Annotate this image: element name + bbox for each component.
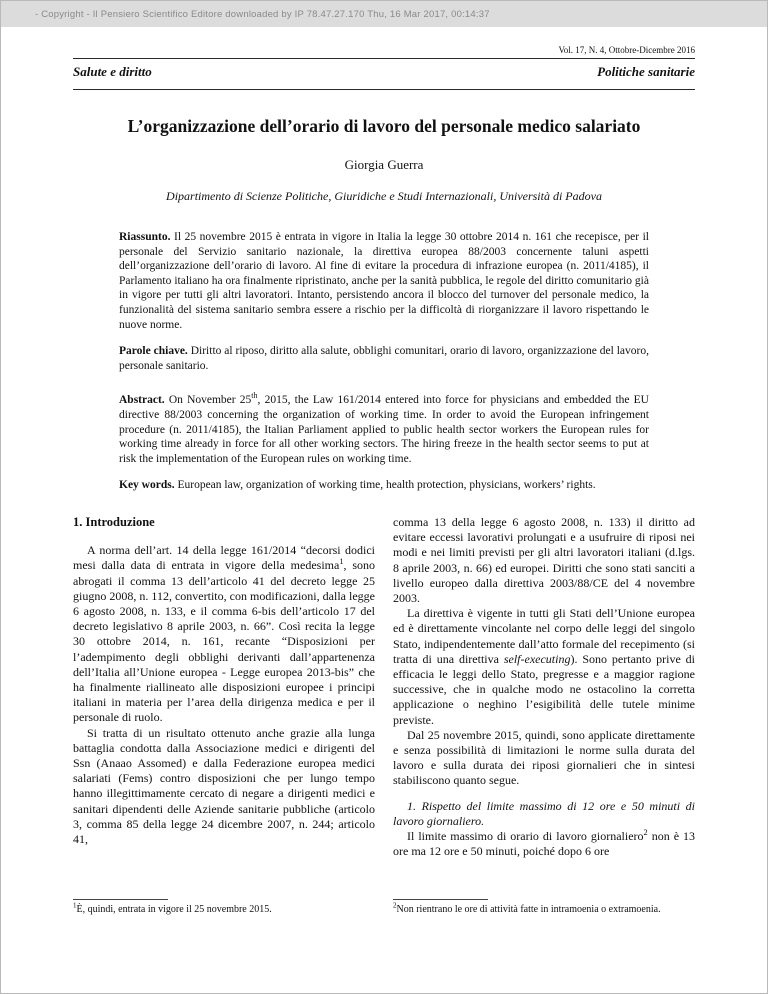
left-column	[73, 515, 375, 917]
italic-term: self-executing	[503, 651, 571, 666]
footnote-ref-1: 1	[339, 557, 344, 567]
riassunto-label: Riassunto.	[119, 231, 171, 243]
journal-masthead	[73, 45, 695, 90]
abstract-block	[119, 230, 649, 493]
subsection-heading: 1. Rispetto del limite massimo di 12 ore e 50 minuti di lavoro giornaliero.	[393, 798, 695, 828]
footnote-1-number: 1	[73, 902, 77, 911]
parole-chiave-label: Parole chiave.	[119, 345, 188, 358]
paragraph-text: ). Sono pertanto prive di efficacia le leggi dello Stato, pregresse e a maggior ragione successive, che in qualche modo ne ostacolino la corretta applicazione o neghino l’esigibilità delle tutele minime previste.	[393, 651, 695, 727]
footnote-separator-rule	[393, 899, 488, 900]
right-footnote-block	[393, 891, 695, 917]
volume-issue-info: Vol. 17, N. 4, Ottobre-Dicembre 2016	[558, 45, 695, 55]
article-author: Giorgia Guerra	[344, 157, 424, 172]
paragraph-text: A norma dell’art. 14 della legge 161/2014 “decorsi dodici mesi dalla data di entrata in vigore della medesima	[73, 543, 375, 573]
article-title: L’organizzazione dell’orario di lavoro del personale medico salariato	[127, 116, 641, 136]
footnote-2-number: 2	[393, 902, 397, 911]
body-paragraph	[393, 829, 695, 859]
left-footnote-block	[73, 891, 375, 917]
two-column-body	[73, 515, 695, 917]
keywords-label: Key words.	[119, 479, 175, 492]
body-paragraph: comma 13 della legge 6 agosto 2008, n. 133) il diritto ad evitare eccessi lavorativi prolungati e a usufruire di riposi nei modi e nei limiti previsti per gli altri lavoratori italiani (d.lgs. 8 aprile 2003, n. 66) ed europei. Diritti che sono stati sanciti a livello europeo dalla direttiva 2003/88/CE del 4 novembre 2003.	[393, 514, 695, 605]
section-heading-introduzione: 1. Introduzione	[73, 514, 155, 529]
paragraph-text: La direttiva è vigente in tutti gli Stati dell’Unione europea ed è direttamente vincolante nel corpo delle leggi del singolo Stato, indipendentemente dall’atto formale del recepimento (si tratta di una direttiva	[393, 606, 695, 666]
paragraph-text: , sono abrogati il comma 13 dell’articolo 41 del decreto legge 25 giugno 2008, n. 112, convertito, con modificazioni, dalla legge 6 agosto 2008, n. 133, e il comma 6-bis dell’articolo 17 del decreto legislativo 8 aprile 2003, n. 66”. Così recita la legge 30 ottobre 2014, n. 161, recante “Disposizioni per l’adempimento degli obblighi derivanti dall’appartenenza dell’Italia all’Unione europea - Legge europea 2013-bis” che ha finalmente riallineato alle disposizioni europee i principi italiani in materia per l’area della dirigenza medica e per il personale di ruolo.	[73, 558, 375, 725]
body-paragraph: Dal 25 novembre 2015, quindi, sono applicate direttamente e senza possibilità di limitazioni le norme sulla durata del lavoro e sulla durata dei riposi giornalieri che in sintesi stabiliscono quanto segue.	[393, 727, 695, 788]
parole-chiave-text: Diritto al riposo, diritto alla salute, obblighi comunitari, orario di lavoro, organizzazione del lavoro, personale sanitario.	[119, 345, 649, 372]
right-column-text	[393, 515, 695, 859]
abstract-en-text-pre: On November 25	[164, 394, 252, 407]
footnote-2-text: Non rientrano le ore di attività fatte in intramoenia o extramoenia.	[396, 904, 661, 916]
footnote-1	[73, 904, 375, 917]
journal-section-right: Politiche sanitarie	[597, 64, 695, 79]
footnote-separator-rule	[73, 899, 168, 900]
riassunto-text: Il 25 novembre 2015 è entrata in vigore in Italia la legge 30 ottobre 2014 n. 161 che recepisce, per il personale del Servizio sanitario nazionale, la direttiva europea 88/2003 concernente taluni aspetti dell’organizzazione dell’orario di lavoro. Al fine di evitare la procedura di infrazione europea (n. 2011/4185), il Parlamento italiano ha ora finalmente ripristinato, anche per la sanità pubblica, le regole del diritto comunitario già in vigore per tutti gli altri lavoratori. Intanto, persistendo ancora il blocco del turnover del personale medico, la funzionalità del sistema sanitario sembra essere a rischio per la difficoltà di riorganizzare il lavoro rispettando le nuove norme.	[119, 231, 649, 331]
copyright-watermark-bar: - Copyright - Il Pensiero Scientifico Editore downloaded by IP 78.47.27.170 Thu, 16 Mar 2017, 00:14:37	[1, 1, 767, 27]
right-column	[393, 515, 695, 917]
keywords-text: European law, organization of working time, health protection, physicians, workers’ rights.	[174, 479, 596, 492]
footnote-ref-2: 2	[643, 827, 648, 837]
footnote-1-text: È, quindi, entrata in vigore il 25 novembre 2015.	[76, 904, 272, 916]
paragraph-text: non è 13 ore ma 12 ore e 50 minuti, poiché dopo 6 ore	[393, 828, 695, 859]
keywords-paragraph	[119, 478, 649, 493]
body-paragraph: Si tratta di un risultato ottenuto anche grazie alla lunga battaglia condotta dalla Associazione medici e dirigenti del Ssn (Anaao Assomed) e dalla Federazione europea medici salariati (Fems) contro disposizioni che per lungo tempo hanno illegittimamente cercato di negare a dirigenti medici e sanitari dipendenti delle Aziende sanitarie pubbliche (articolo 3, comma 85 della legge 24 dicembre 2007, n. 244; articolo 41,	[73, 725, 375, 846]
parole-chiave-paragraph	[119, 344, 649, 373]
riassunto-paragraph	[119, 230, 649, 332]
body-paragraph	[73, 543, 375, 725]
abstract-en-text-post: , 2015, the Law 161/2014 entered into force for physicians and embedded the EU directive 88/2003 concerning the organization of working time. In order to avoid the European infringement procedure (n. 2011/4185), the Italian Parliament applied to public health sector workers the European rules for working time already in force for all other working sectors. The hiring freeze in the health sector seems to put at risk the implementation of the European rules on working time.	[119, 394, 649, 465]
abstract-en-paragraph	[119, 393, 649, 466]
abstract-en-label: Abstract.	[119, 394, 165, 407]
ordinal-superscript: th	[251, 391, 258, 401]
journal-section-left: Salute e diritto	[73, 64, 152, 79]
footnote-2	[393, 904, 695, 917]
body-paragraph	[393, 606, 695, 728]
masthead-rule-bottom	[73, 89, 695, 90]
journal-section-row	[73, 59, 695, 86]
paragraph-text: Il limite massimo di orario di lavoro giornaliero	[407, 828, 644, 843]
left-column-text	[73, 515, 375, 847]
article-affiliation: Dipartimento di Scienze Politiche, Giuridiche e Studi Internazionali, Università di Padova	[166, 189, 602, 203]
